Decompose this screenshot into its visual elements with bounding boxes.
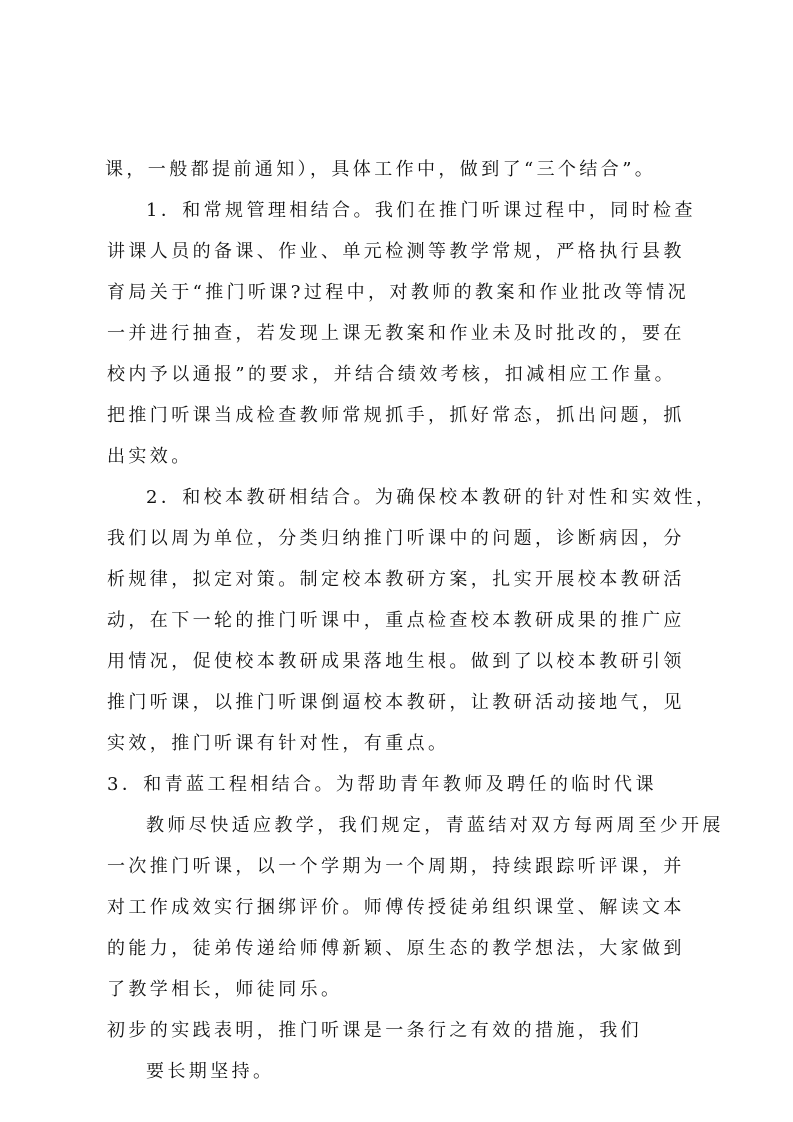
text-line: 对工作成效实行捆绑评价。师傅传授徒弟组织课堂、解读文本 [107, 897, 685, 918]
text-line-item-3-start: 3．和青蓝工程相结合。为帮助青年教师及聘任的临时代课 [107, 774, 657, 795]
text-line-conclusion-start: 初步的实践表明，推门听课是一条行之有效的措施，我们 [107, 1020, 642, 1041]
text-line: 出实效。 [107, 446, 193, 467]
text-line: 的能力，徒弟传递给师傅新颖、原生态的教学想法，大家做到 [107, 938, 685, 959]
text-line: 析规律，拟定对策。制定校本教研方案，扎实开展校本教研活 [107, 569, 685, 590]
text-line: 校内予以通报”的要求，并结合绩效考核，扣减相应工作量。 [107, 364, 676, 385]
text-line: 讲课人员的备课、作业、单元检测等教学常规，严格执行县教 [107, 241, 685, 262]
text-line-item-1-start: 1．和常规管理相结合。我们在推门听课过程中，同时检查 [146, 200, 696, 221]
text-line: 推门听课，以推门听课倒逼校本教研，让教研活动接地气，见 [107, 692, 685, 713]
text-line: 了教学相长，师徒同乐。 [107, 979, 343, 1000]
text-line-continuation: 课，一般都提前通知），具体工作中，做到了“三个结合”。 [105, 159, 657, 180]
text-line: 教师尽快适应教学，我们规定，青蓝结对双方每两周至少开展 [146, 815, 724, 836]
text-line: 实效，推门听课有针对性，有重点。 [107, 733, 450, 754]
text-line: 用情况，促使校本教研成果落地生根。做到了以校本教研引领 [107, 651, 685, 672]
text-line: 要长期坚持。 [146, 1061, 275, 1082]
text-line: 一并进行抽查，若发现上课无教案和作业未及时批改的，要在 [107, 323, 685, 344]
text-line: 我们以周为单位，分类归纳推门听课中的问题，诊断病因，分 [107, 528, 685, 549]
text-line: 把推门听课当成检查教师常规抓手，抓好常态，抓出问题，抓 [107, 405, 685, 426]
text-line: 一次推门听课，以一个学期为一个周期，持续跟踪听评课，并 [107, 856, 685, 877]
text-line: 育局关于“推门听课?过程中，对教师的教案和作业批改等情况 [107, 282, 690, 303]
text-line: 动，在下一轮的推门听课中，重点检查校本教研成果的推广应 [107, 610, 685, 631]
text-line-item-2-start: 2．和校本教研相结合。为确保校本教研的针对性和实效性， [146, 487, 718, 508]
